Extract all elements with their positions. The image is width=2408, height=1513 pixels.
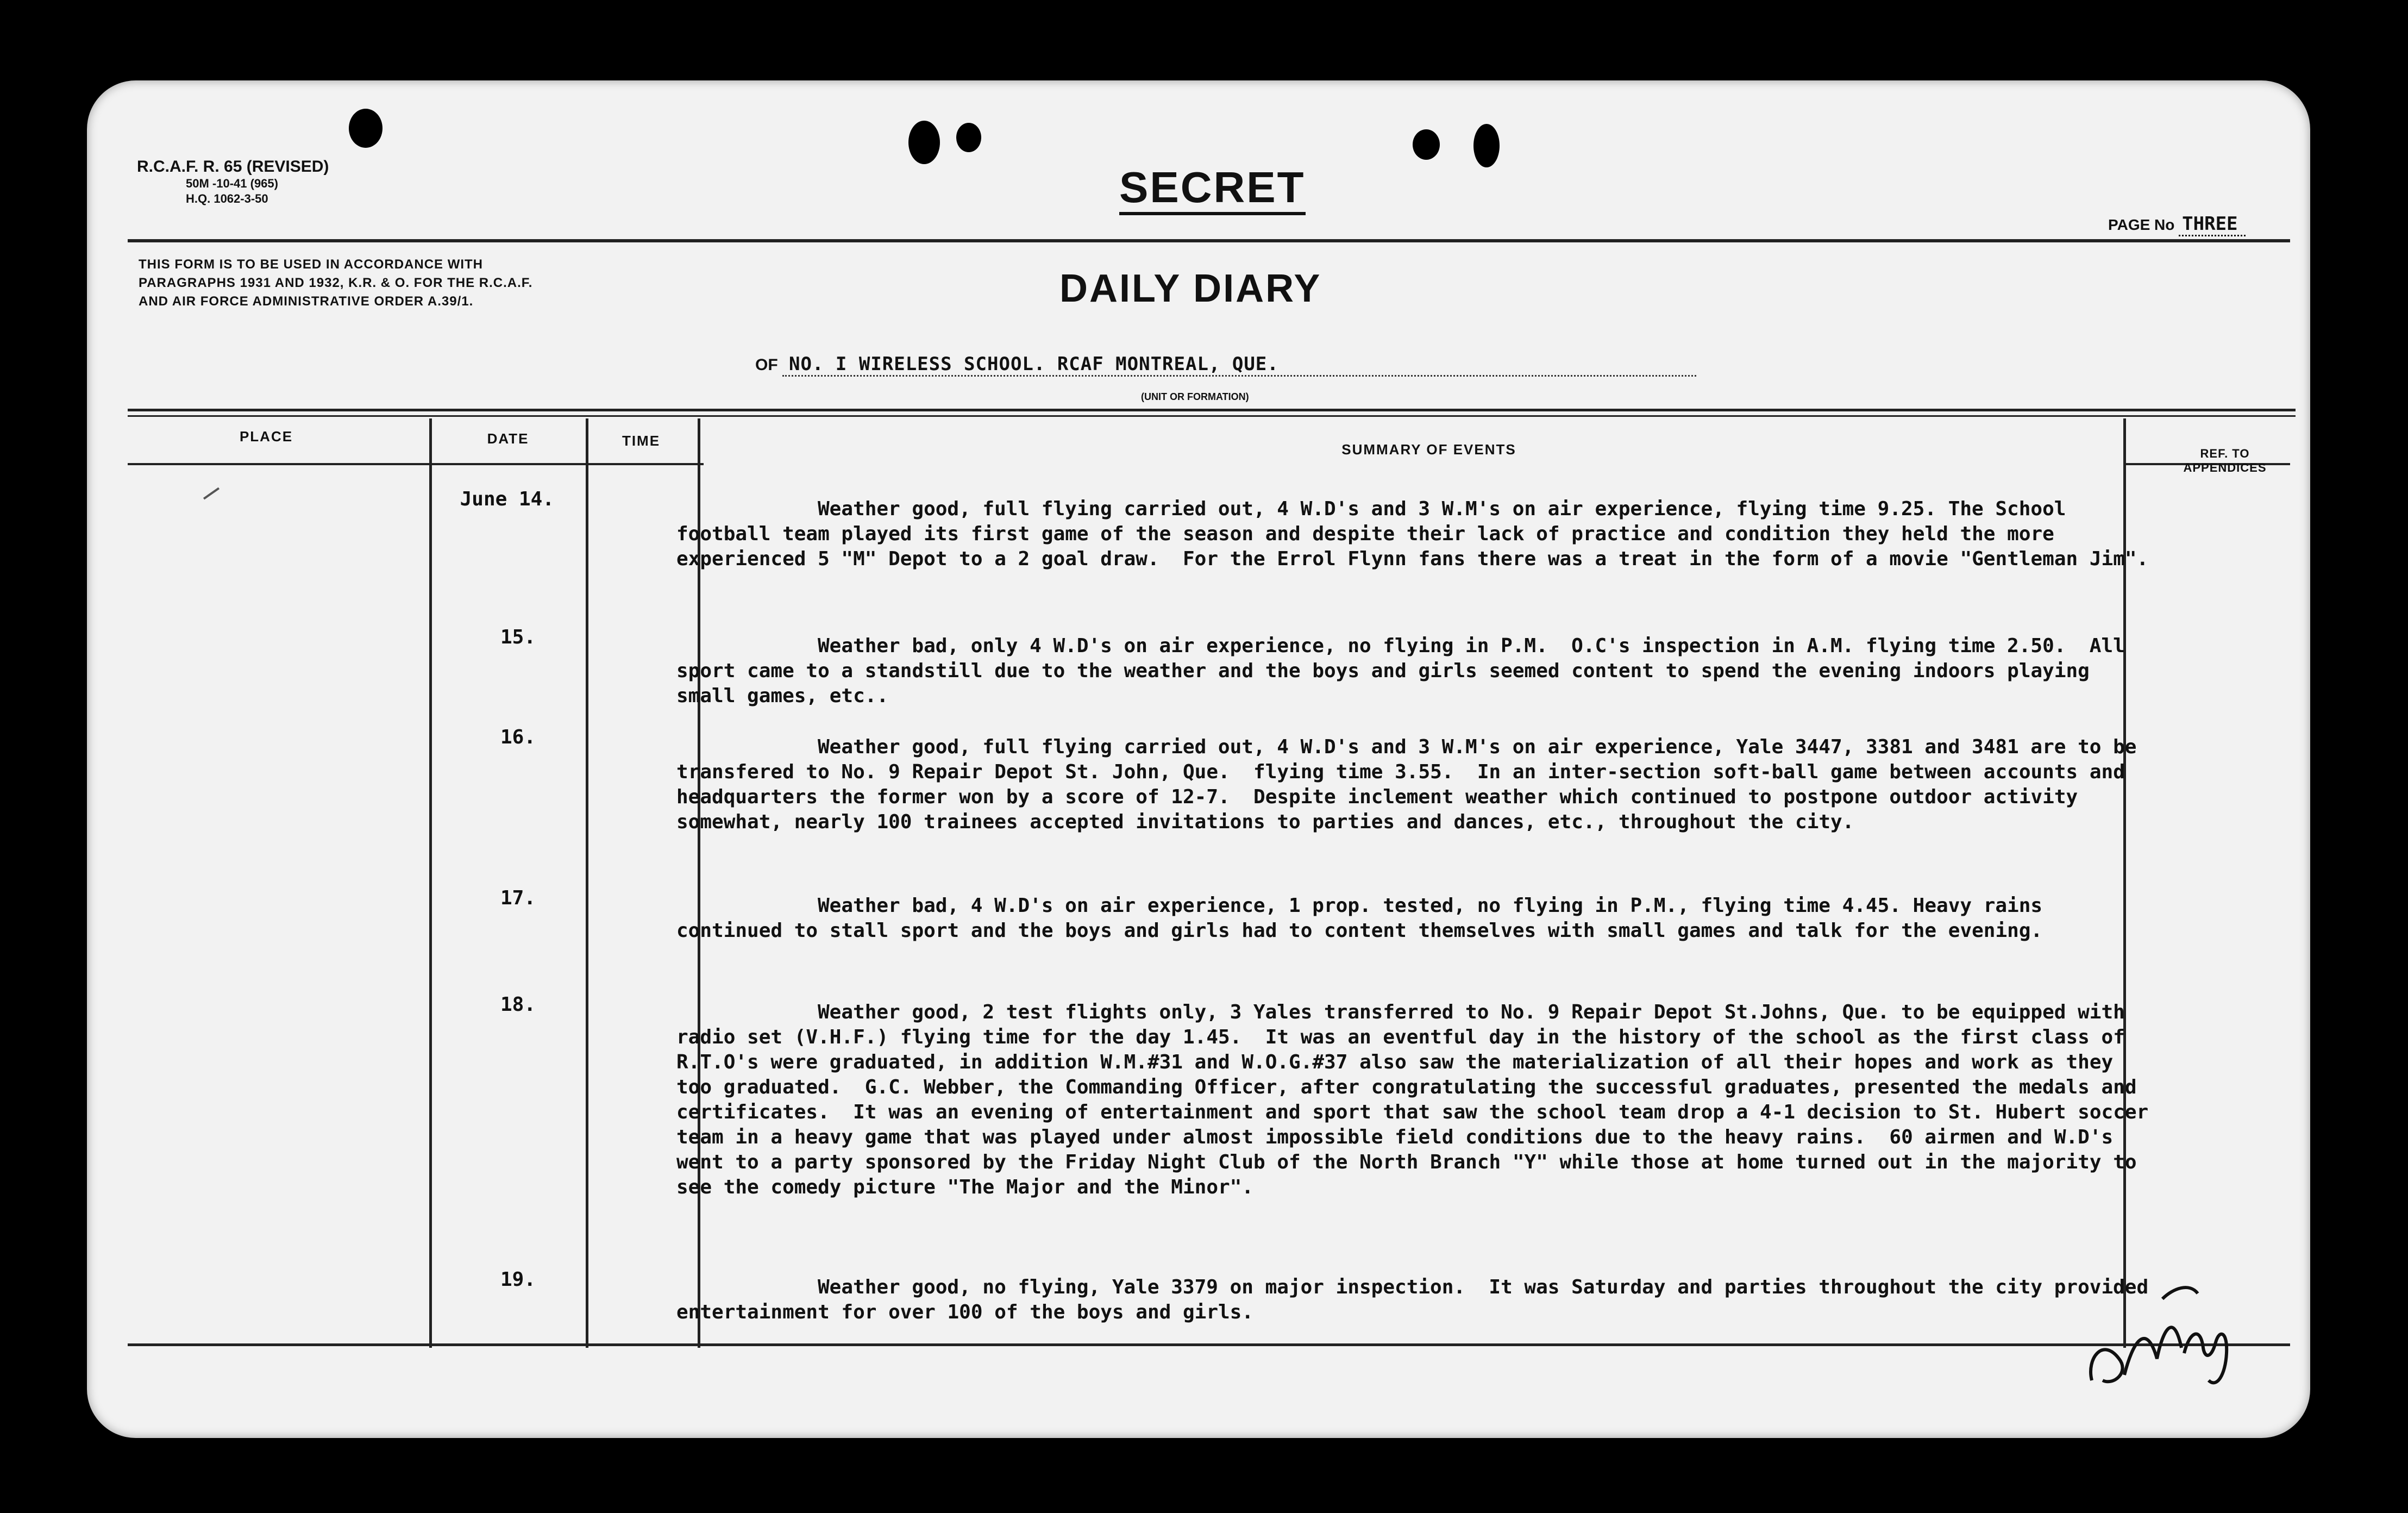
- entry-date: 18.: [500, 993, 536, 1016]
- unit-line: [755, 353, 1696, 377]
- page-value: THREE: [2179, 213, 2245, 236]
- punch-hole: [956, 123, 981, 152]
- entry-date: 15.: [500, 626, 536, 648]
- entry-text: Weather good, 2 test flights only, 3 Yales transferred to No. 9 Repair Depot St.Johns, Que. to be equipped with radio set (V.H.F.) flying time for the day 1.45. It was an eventful day in the history of the school as the first class of R.T.O's were graduated, in addition W.M.#31 and W.O.G.#37 also saw the materialization of all their hopes and work as they too graduated. G.C. Webber, the Commanding Officer, after congratulating the successful graduates, presented the medals and certificates. It was an evening of entertainment and sport that saw the school team drop a 4-1 decision to St. Hubert soccer team in a heavy game that was played under almost impossible field conditions due to the heavy rains. 60 airmen and W.D's went to a party sponsored by the Friday Night Club of the North Branch "Y" while those at home turned out in the majority to see the comedy picture "The Major and the Minor".: [676, 1001, 2160, 1198]
- entry-text: Weather bad, 4 W.D's on air experience, 1 prop. tested, no flying in P.M., flying time 4.45. Heavy rains continued to stall sport and the boys and girls had to content themselves with small games and talk for the evening.: [676, 895, 2054, 942]
- punch-hole: [908, 121, 940, 164]
- print-line-1: 50M -10-41 (965): [186, 177, 278, 190]
- column-header-place: PLACE: [239, 428, 293, 445]
- column-header-ref: REF. TO APPENDICES: [2183, 447, 2267, 474]
- page-number: [2108, 213, 2246, 235]
- entry-text: Weather good, full flying carried out, 4 W.D's and 3 W.M's on air experience, Yale 3447, 3381 and 3481 are to be transfered to No. 9 Repair Depot St. John, Que. flying time 3.55. In an inter-section soft-ball game between accounts and headquarters the former won by a score of 12-7. Despite inclement weather which continued to postpone outdoor activity somewhat, nearly 100 trainees accepted invitations to parties and dances, etc., throughout the city.: [676, 736, 2149, 833]
- table-top-rule: [128, 415, 2296, 417]
- entry-text: Weather good, full flying carried out, 4 W.D's and 3 W.M's on air experience, flying time 9.25. The School football team played its first game of the season and despite their lack of practice and condition they held the more experienced 5 "M" Depot to a 2 goal draw. For the Errol Flynn fans there was a treat in the form of a movie "Gentleman Jim".: [676, 498, 2149, 570]
- entry-date: 17.: [500, 887, 536, 909]
- unit-name: NO. I WIRELESS SCHOOL. RCAF MONTREAL, QUE.: [782, 353, 1696, 377]
- entry-date: June 14.: [460, 488, 554, 510]
- entry-date: 16.: [500, 726, 536, 748]
- column-header-date: DATE: [487, 430, 529, 447]
- entry-text: Weather good, no flying, Yale 3379 on major inspection. It was Saturday and parties throughout the city provided entertainment for over 100 of the boys and girls.: [676, 1276, 2160, 1323]
- table-top-rule: [128, 409, 2296, 411]
- handwritten-signature: [2081, 1277, 2255, 1391]
- form-instructions: THIS FORM IS TO BE USED IN ACCORDANCE WITH PARAGRAPHS 1931 AND 1932, K.R. & O. FOR THE R.C.A.F. AND AIR FORCE ADMINISTRATIVE ORDER A.39/1.: [139, 257, 533, 309]
- table-bottom-rule: [128, 1343, 2290, 1346]
- punch-hole: [1413, 129, 1440, 160]
- punch-hole: [1473, 124, 1500, 167]
- column-header-time: TIME: [622, 433, 661, 449]
- secret-heading: SECRET: [1119, 163, 1306, 215]
- print-line-2: H.Q. 1062-3-50: [186, 192, 268, 205]
- of-label: OF: [755, 356, 778, 374]
- punch-hole: [349, 109, 382, 148]
- page-title: DAILY DIARY: [1059, 267, 1322, 310]
- form-number-line: R.C.A.F. R. 65 (REVISED): [137, 158, 329, 176]
- entry-text: Weather bad, only 4 W.D's on air experience, no flying in P.M. O.C's inspection in A.M. flying time 2.50. All sport came to a standstill due to the weather and the boys and girls seemed content to spend the evening indoors playing small games, etc..: [676, 635, 2137, 707]
- entry-date: 19.: [500, 1268, 536, 1291]
- page-label: PAGE No: [2108, 216, 2175, 233]
- unit-caption: (UNIT OR FORMATION): [1141, 391, 1249, 402]
- column-divider: [586, 418, 588, 1348]
- column-header-summary: SUMMARY OF EVENTS: [1341, 441, 1516, 458]
- column-header-rule: [128, 463, 704, 465]
- header-rule: [128, 239, 2290, 242]
- form-number: [137, 158, 329, 207]
- column-divider: [429, 418, 432, 1348]
